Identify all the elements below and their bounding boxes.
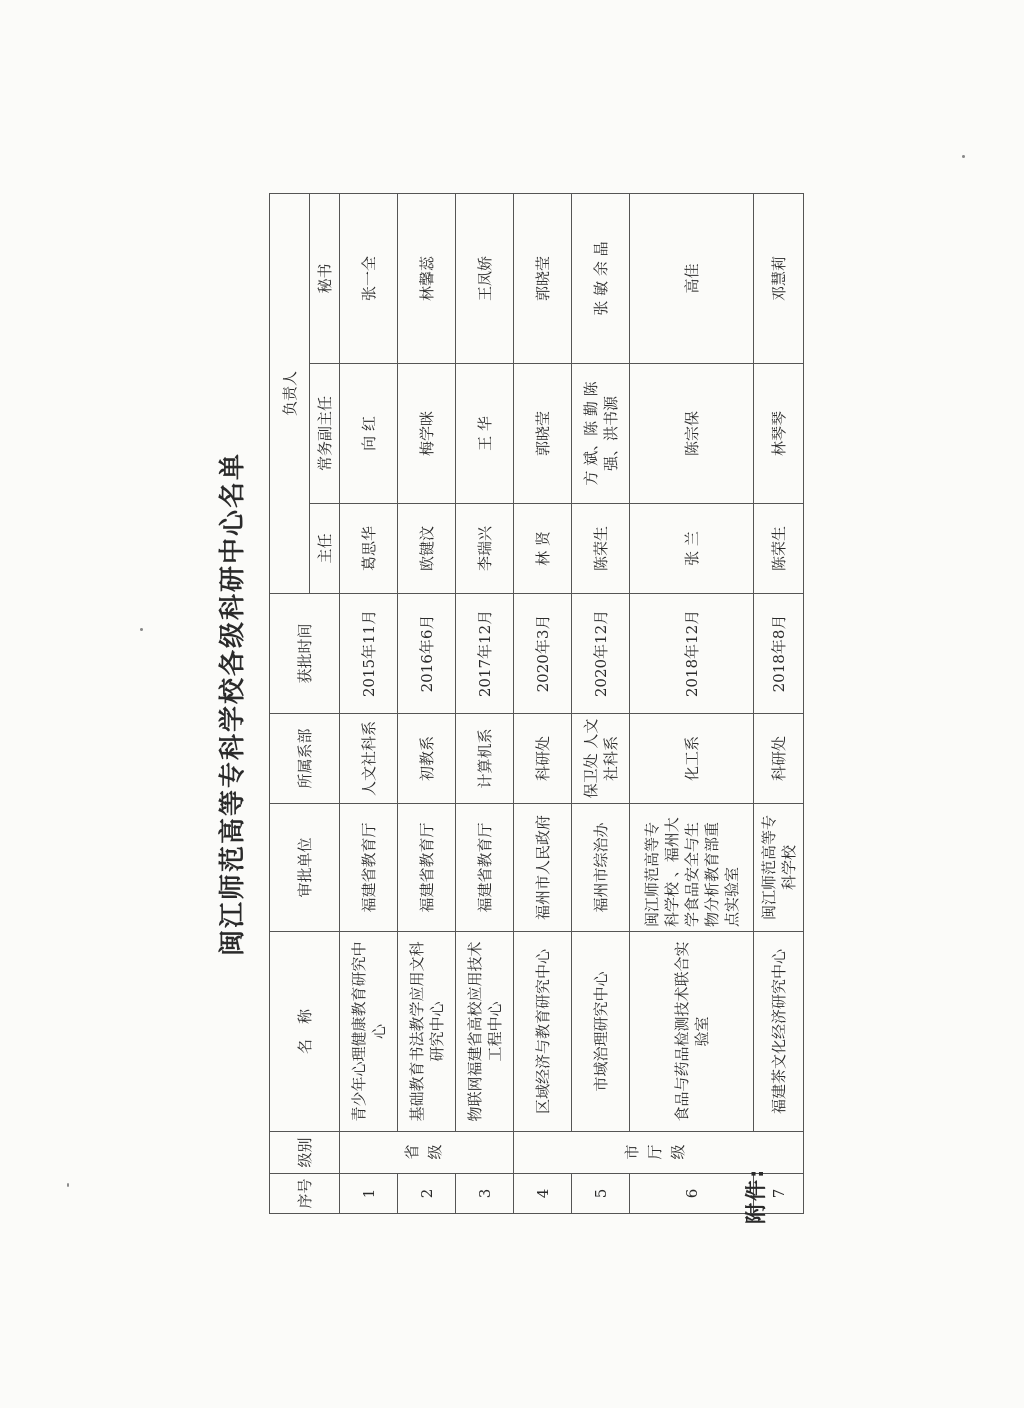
header-name: 名 称 [270,932,340,1132]
cell-director: 陈荣生 [754,504,804,594]
table-row [754,193,804,1213]
cell-approver: 福建省教育厅 [456,804,514,932]
cell-secretary: 张一全 [340,193,398,363]
header-leaders: 负责人 [270,193,310,593]
cell-name: 福建茶文化经济研究中心 [754,932,804,1132]
cell-director: 张 兰 [630,504,754,594]
rotated-document-page [212,184,812,1224]
cell-name: 基础教育书法教学应用文科研究中心 [398,932,456,1132]
cell-name: 市域治理研究中心 [572,932,630,1132]
cell-date: 2020年12月 [572,594,630,714]
cell-name: 青少年心理健康教育研究中心 [340,932,398,1132]
header-index: 序号 [270,1174,340,1214]
cell-department: 初教系 [398,714,456,804]
cell-director: 葛思华 [340,504,398,594]
header-date: 获批时间 [270,594,340,714]
cell-secretary: 张 敏 余 晶 [572,193,630,363]
cell-index: 6 [630,1174,754,1214]
cell-deputy: 向 红 [340,364,398,504]
header-secretary: 秘书 [310,193,340,363]
level-municipal: 市厅级 [514,1132,804,1174]
cell-secretary: 邓慧莉 [754,193,804,363]
header-director: 主任 [310,504,340,594]
cell-department: 科研处 [754,714,804,804]
cell-secretary: 高佳 [630,193,754,363]
cell-index: 2 [398,1174,456,1214]
cell-approver: 闽江师范高等专科学校 [754,804,804,932]
cell-approver: 福州市综治办 [572,804,630,932]
table-row [398,193,456,1213]
cell-deputy: 郭晓莹 [514,364,572,504]
cell-department: 化工系 [630,714,754,804]
cell-secretary: 王凤娇 [456,193,514,363]
cell-deputy: 梅学咪 [398,364,456,504]
scan-speck [67,1183,69,1187]
cell-date: 2017年12月 [456,594,514,714]
cell-name: 食品与药品检测技术联合实验室 [630,932,754,1132]
cell-deputy: 陈宗保 [630,364,754,504]
cell-director: 林 贤 [514,504,572,594]
cell-date: 2018年8月 [754,594,804,714]
table-row [514,193,572,1213]
cell-name: 物联网福建省高校应用技术工程中心 [456,932,514,1132]
header-department: 所属系部 [270,714,340,804]
table-row [340,193,398,1213]
table-row [572,193,630,1213]
cell-department: 计算机系 [456,714,514,804]
cell-date: 2016年6月 [398,594,456,714]
cell-index: 1 [340,1174,398,1214]
cell-department: 人文社科系 [340,714,398,804]
cell-director: 李瑞兴 [456,504,514,594]
cell-approver: 福建省教育厅 [398,804,456,932]
cell-deputy: 林琴琴 [754,364,804,504]
cell-index: 3 [456,1174,514,1214]
cell-department: 保卫处 人文社科系 [572,714,630,804]
cell-approver: 闽江师范高等专科学校 、福州大学食品安全与生物分析教育部重点实验室 [630,804,754,932]
cell-director: 陈荣生 [572,504,630,594]
level-provincial: 省级 [340,1132,514,1174]
scan-speck [140,628,143,631]
cell-director: 欧键汶 [398,504,456,594]
cell-date: 2015年11月 [340,594,398,714]
header-level: 级别 [270,1132,340,1174]
cell-deputy: 王 华 [456,364,514,504]
cell-date: 2020年3月 [514,594,572,714]
header-approver: 审批单位 [270,804,340,932]
table-row [456,193,514,1213]
cell-department: 科研处 [514,714,572,804]
header-deputy: 常务副主任 [310,364,340,504]
cell-name: 区域经济与教育研究中心 [514,932,572,1132]
cell-index: 5 [572,1174,630,1214]
cell-date: 2018年12月 [630,594,754,714]
cell-secretary: 郭晓莹 [514,193,572,363]
cell-index: 4 [514,1174,572,1214]
document-title: 闽江师范高等专科学校各级科研中心名单 [218,452,248,957]
table-row [630,193,754,1213]
cell-deputy: 方 斌、陈 勤 陈 强、洪书源 [572,364,630,504]
cell-approver: 福建省教育厅 [340,804,398,932]
cell-approver: 福州市人民政府 [514,804,572,932]
cell-index: 7 [754,1174,804,1214]
research-center-table [269,193,804,1214]
scan-speck [962,155,965,158]
cell-secretary: 林馨蕊 [398,193,456,363]
attachment-label: 附件: [744,1167,768,1224]
